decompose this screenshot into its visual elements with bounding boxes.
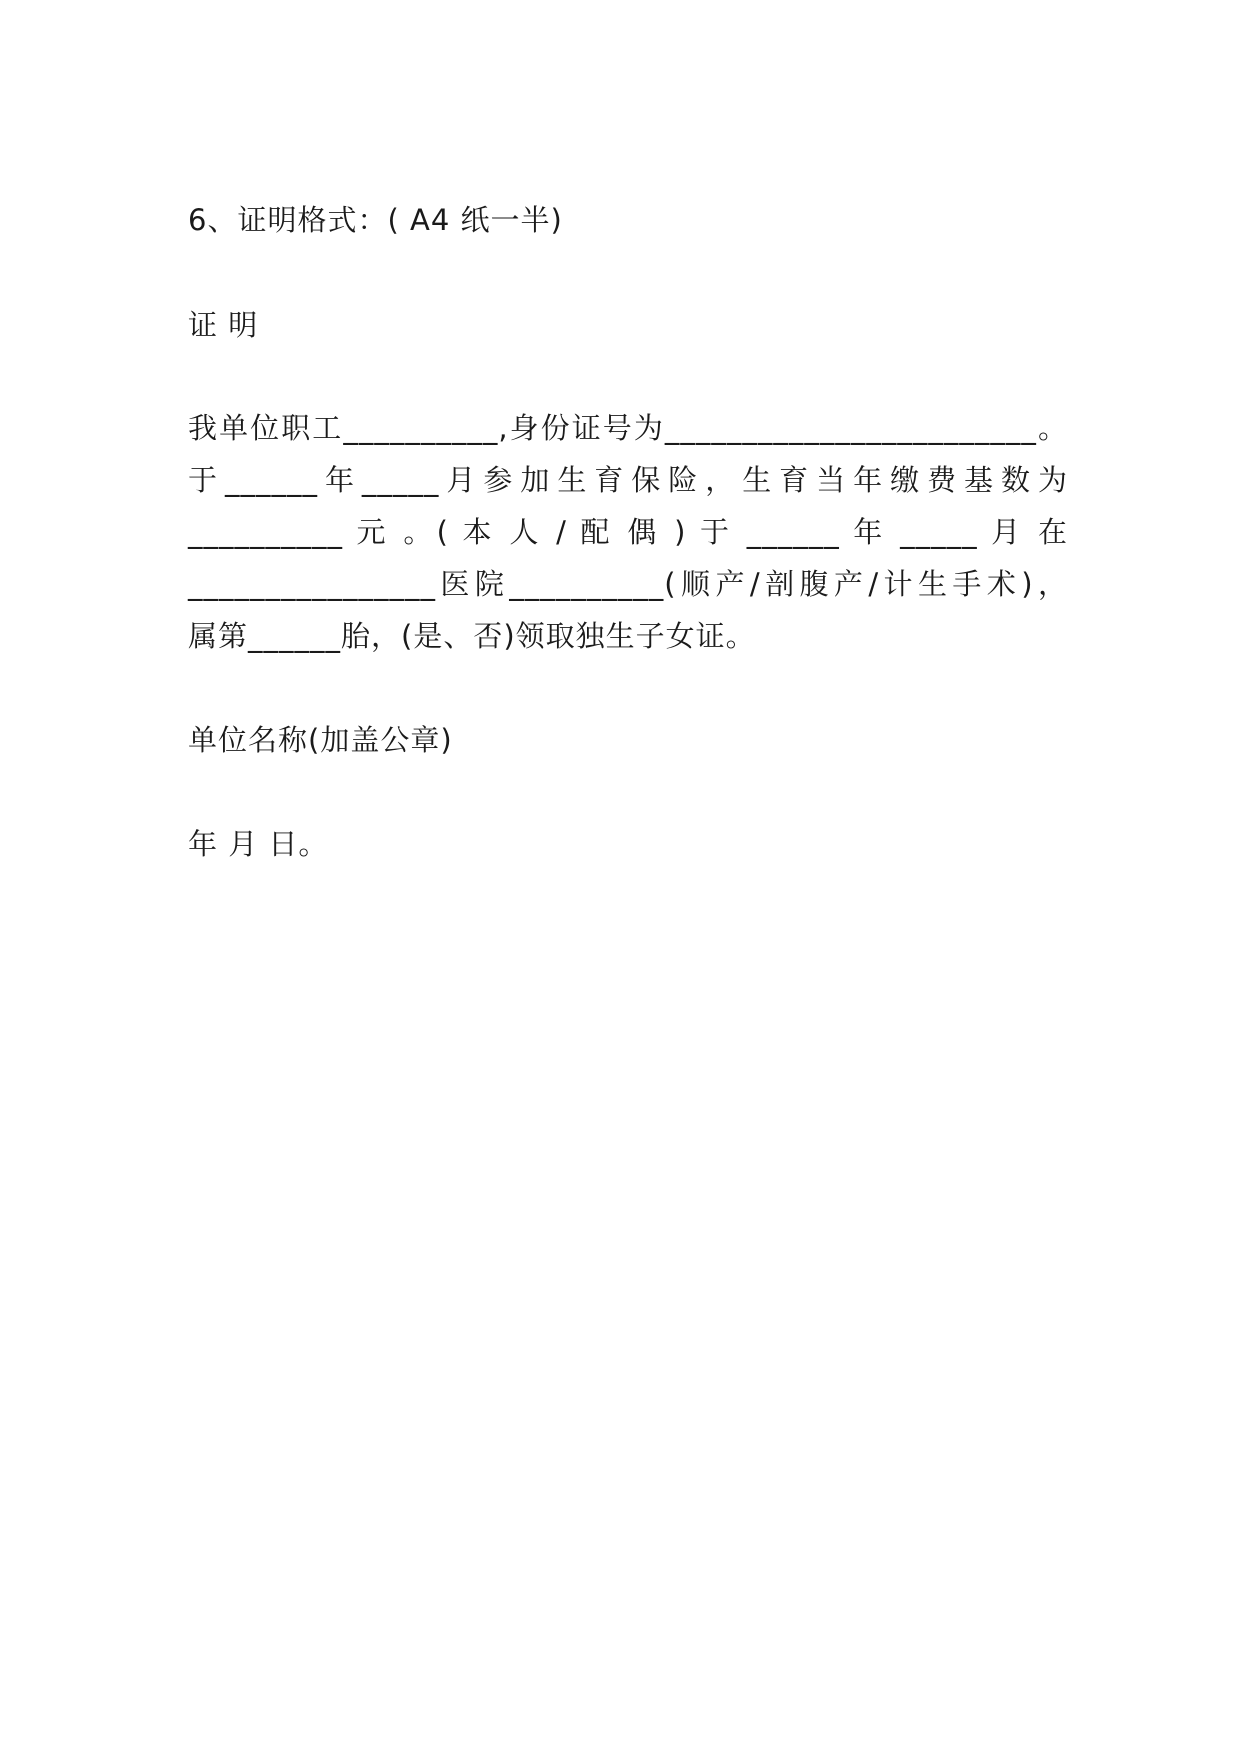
- body-line-4: ________________医院__________(顺产/剖腹产/计生手术)，: [188, 567, 1068, 601]
- body-line-1: 我单位职工__________,身份证号为________________________。: [188, 411, 1068, 445]
- body-line-2: 于______年_____月参加生育保险，生育当年缴费基数为: [188, 463, 1068, 497]
- unit-name-line: 单位名称(加盖公章): [188, 723, 453, 757]
- section-heading: 6、证明格式：( A4 纸一半): [188, 203, 563, 237]
- date-line: 年 月 日。: [188, 827, 329, 861]
- body-line-3: __________ 元 。( 本 人 / 配 偶 ) 于 ______ 年 _____ 月 在: [188, 515, 1068, 549]
- certificate-title: 证 明: [188, 308, 259, 342]
- body-line-5: 属第______胎，(是、否)领取独生子女证。: [188, 619, 756, 653]
